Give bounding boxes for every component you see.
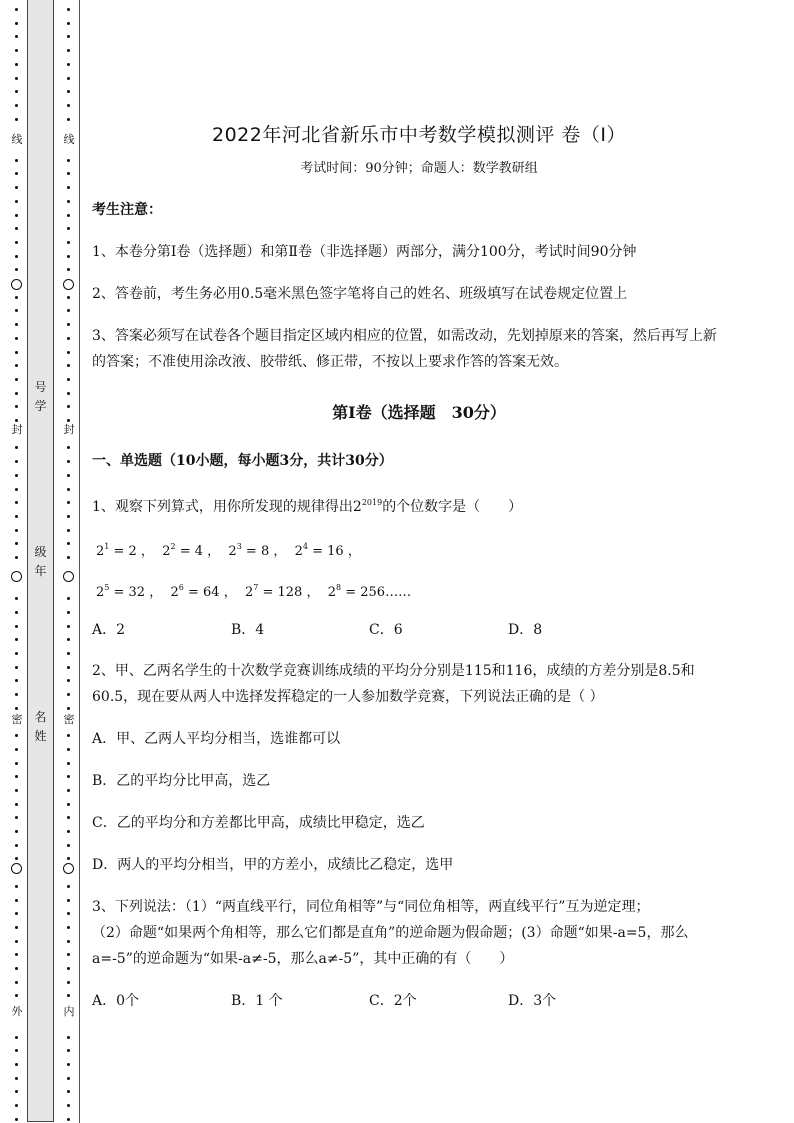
margin-dot (15, 364, 18, 367)
margin-dot (67, 611, 70, 614)
margin-dot (15, 501, 18, 504)
margin-dot (15, 597, 18, 600)
margin-dot (15, 679, 18, 682)
margin-dot (67, 981, 70, 984)
margin-dot (15, 90, 18, 93)
margin-dot (67, 734, 70, 737)
q1-stem (92, 493, 522, 517)
margin-dot (67, 775, 70, 778)
margin-dot (15, 693, 18, 696)
margin-dot (15, 899, 18, 902)
q1-stem-pre: 1、观察下列算式，用你所发现的规律得出2 (92, 499, 362, 515)
margin-dot (67, 515, 70, 518)
margin-dot (15, 474, 18, 477)
margin-dot (67, 748, 70, 751)
margin-char: 外 (11, 1005, 23, 1018)
margin-dot (15, 762, 18, 765)
margin-dot (15, 1063, 18, 1066)
margin-dot (67, 104, 70, 107)
margin-dot (15, 22, 18, 25)
margin-dot (15, 953, 18, 956)
margin-dot (67, 337, 70, 340)
margin-circle-icon (63, 279, 74, 290)
notice-item-2: 2、答卷前，考生务必用0.5毫米黑色签字笔将自己的姓名、班级填写在试卷规定位置上 (92, 286, 628, 302)
q1-term: $2^8$ = 256…… (327, 583, 412, 600)
margin-dot (67, 501, 70, 504)
margin-dot (67, 994, 70, 997)
notice-heading: 考生注意： (92, 202, 162, 218)
margin-dot (67, 940, 70, 943)
margin-dot (15, 296, 18, 299)
q2-option-b[interactable]: B．乙的平均分比甲高，选乙 (92, 773, 271, 789)
margin-dot (15, 830, 18, 833)
margin-dot (15, 214, 18, 217)
margin-dot (67, 529, 70, 532)
margin-dot (67, 857, 70, 860)
notice-item-3: 3、答案必须写在试卷各个题目指定区域内相应的位置，如需改动，先划掉原来的答案，然后再写上新 (92, 328, 717, 344)
margin-dot (67, 789, 70, 792)
q2-stem-line-1: 2、甲、乙两名学生的十次数学竞赛训练成绩的平均分分别是115和116，成绩的方差分别是8.5和 (92, 663, 695, 679)
section-title: 第Ⅰ卷（选择题 30分） (332, 403, 506, 422)
margin-dot (15, 337, 18, 340)
margin-dot (15, 241, 18, 244)
margin-dot (67, 1118, 70, 1121)
margin-dot (15, 446, 18, 449)
notice-item-1: 1、本卷分第I卷（选择题）和第Ⅱ卷（非选择题）两部分，满分100分，考试时间90分钟 (92, 244, 637, 260)
margin-dot (15, 857, 18, 860)
margin-dot (67, 460, 70, 463)
margin-dot (15, 49, 18, 52)
q1-term: $2^2 = 4$ ， (162, 542, 221, 559)
margin-dot (67, 488, 70, 491)
q1-term: $2^6 = 64$ ， (170, 583, 237, 600)
margin-dot (15, 309, 18, 312)
margin-dot (15, 625, 18, 628)
margin-dot (15, 186, 18, 189)
margin-dot (67, 364, 70, 367)
margin-dot (15, 488, 18, 491)
margin-dot (15, 63, 18, 66)
part-title: 一、单选题（10小题，每小题3分，共计30分） (92, 453, 393, 469)
q1-term: $2^7 = 128$ ， (244, 583, 320, 600)
margin-dot (67, 474, 70, 477)
margin-dot (67, 816, 70, 819)
margin-dot (15, 556, 18, 559)
margin-dot (67, 953, 70, 956)
margin-dot (67, 830, 70, 833)
margin-dot (15, 666, 18, 669)
margin-dot (67, 1090, 70, 1093)
margin-dot (15, 789, 18, 792)
margin-dot (15, 994, 18, 997)
margin-dot (15, 1090, 18, 1093)
margin-dot (67, 597, 70, 600)
margin-dot (67, 392, 70, 395)
q1-term: $2^5 = 32$ ， (96, 583, 163, 600)
margin-dot (67, 625, 70, 628)
q2-stem-line-2: 60.5，现在要从两人中选择发挥稳定的一人参加数学竞赛，下列说法正确的是（ ） (92, 689, 604, 705)
q2-option-a[interactable]: A．甲、乙两人平均分相当，选谁都可以 (92, 731, 341, 747)
q1-option-c[interactable]: C．6 (369, 622, 403, 638)
margin-dot (15, 981, 18, 984)
margin-dot (67, 899, 70, 902)
margin-dot (15, 1104, 18, 1107)
q2-option-c[interactable]: C．乙的平均分和方差都比甲高，成绩比甲稳定，选乙 (92, 815, 425, 831)
margin-dot (67, 214, 70, 217)
margin-dot (15, 255, 18, 258)
notice-item-3-cont: 的答案；不准使用涂改液、胶带纸、修正带，不按以上要求作答的答案无效。 (92, 354, 568, 370)
margin-dot (15, 611, 18, 614)
margin-dot (67, 707, 70, 710)
margin-dot (15, 926, 18, 929)
margin-dot (67, 63, 70, 66)
margin-dot (67, 1077, 70, 1080)
margin-dot (67, 967, 70, 970)
margin-dot (67, 49, 70, 52)
exam-subtitle: 考试时间：90分钟；命题人：数学教研组 (300, 161, 538, 176)
margin-circle-icon (11, 571, 22, 582)
margin-char: 线 (63, 133, 75, 146)
q1-option-d[interactable]: D．8 (508, 622, 543, 638)
margin-dot (15, 816, 18, 819)
margin-circle-icon (63, 571, 74, 582)
student-number-label: 号学 (34, 380, 47, 413)
q1-term: $2^3 = 8$ ， (228, 542, 287, 559)
margin-dot (67, 323, 70, 326)
margin-dot (15, 529, 18, 532)
margin-dot (15, 35, 18, 38)
margin-char: 密 (63, 713, 75, 726)
margin-dot (15, 1118, 18, 1121)
margin-dot (67, 844, 70, 847)
margin-dot (67, 556, 70, 559)
margin-dot (15, 707, 18, 710)
margin-dot (15, 104, 18, 107)
margin-dot (15, 268, 18, 271)
q3-stem-line-3: a=-5”的逆命题为“如果-a≠-5，那么a≠-5”，其中正确的有（ ） (92, 951, 514, 967)
q1-term: $2^4 = 16$ ， (294, 542, 361, 559)
margin-char: 封 (63, 423, 75, 436)
name-label: 名姓 (34, 710, 47, 743)
q1-row-1 (96, 537, 361, 562)
margin-dot (67, 803, 70, 806)
margin-dot (67, 90, 70, 93)
margin-dot (67, 309, 70, 312)
q1-term: $2^1 = 2$ ， (96, 542, 154, 559)
margin-dot (67, 8, 70, 11)
grade-label: 级年 (34, 545, 47, 578)
margin-dot (15, 515, 18, 518)
margin-dot (15, 734, 18, 737)
margin-circle-icon (11, 279, 22, 290)
margin-dot (15, 1036, 18, 1039)
margin-dot (15, 1077, 18, 1080)
margin-char: 封 (11, 423, 23, 436)
q1-stem-post: 的个位数字是（ ） (382, 499, 523, 515)
margin-dot (15, 885, 18, 888)
margin-dot (67, 1049, 70, 1052)
margin-dot (67, 186, 70, 189)
q3-option-a[interactable]: A．0个 (92, 993, 140, 1009)
margin-dot (67, 912, 70, 915)
margin-dot (15, 912, 18, 915)
margin-dot (15, 351, 18, 354)
q1-row-2 (96, 578, 411, 603)
margin-dot (15, 200, 18, 203)
margin-dot (15, 844, 18, 847)
margin-dot (15, 77, 18, 80)
margin-char: 密 (11, 713, 23, 726)
margin-dot (67, 227, 70, 230)
margin-dot (67, 378, 70, 381)
margin-dot (67, 542, 70, 545)
q3-option-d[interactable]: D．3个 (508, 993, 557, 1009)
margin-dot (67, 652, 70, 655)
margin-dot (67, 22, 70, 25)
margin-dot (67, 1036, 70, 1039)
margin-circle-icon (63, 863, 74, 874)
margin-char: 内 (63, 1005, 75, 1018)
q3-stem-line-1: 3、下列说法：（1）“两直线平行，同位角相等”与“同位角相等，两直线平行”互为逆定理； (92, 899, 650, 915)
margin-dot (67, 666, 70, 669)
margin-dot (67, 446, 70, 449)
margin-dot (15, 392, 18, 395)
margin-dot (67, 638, 70, 641)
margin-dot (67, 77, 70, 80)
margin-dot (15, 638, 18, 641)
margin-dot (67, 926, 70, 929)
margin-dot (15, 652, 18, 655)
margin-dot (67, 762, 70, 765)
margin-dot (15, 775, 18, 778)
margin-dot (15, 227, 18, 230)
margin-dot (67, 693, 70, 696)
margin-dot (67, 268, 70, 271)
q3-option-c[interactable]: C．2个 (369, 993, 417, 1009)
margin-dot (67, 1104, 70, 1107)
margin-dot (15, 323, 18, 326)
margin-dot (15, 748, 18, 751)
margin-circle-icon (11, 863, 22, 874)
margin-dot (67, 885, 70, 888)
margin-dot (15, 967, 18, 970)
q1-option-a[interactable]: A．2 (92, 622, 126, 638)
margin-dot (67, 200, 70, 203)
margin-dot (15, 542, 18, 545)
q3-option-b[interactable]: B．1 个 (231, 993, 283, 1009)
q3-stem-line-2: （2）命题“如果两个角相等，那么它们都是直角”的逆命题为假命题；(3）命题“如果-a=5，那么 (92, 925, 689, 941)
margin-dot (15, 378, 18, 381)
exam-title: 2022年河北省新乐市中考数学模拟测评 卷（Ⅰ） (212, 124, 626, 146)
margin-dot (67, 255, 70, 258)
q1-option-b[interactable]: B．4 (231, 622, 265, 638)
margin-dot (15, 460, 18, 463)
q1-stem-exponent: 2019 (361, 498, 383, 507)
margin-dot (67, 679, 70, 682)
q2-option-d[interactable]: D．两人的平均分相当，甲的方差小，成绩比乙稳定，选甲 (92, 857, 454, 873)
margin-dot (67, 296, 70, 299)
margin-dot (67, 35, 70, 38)
margin-dot (67, 1063, 70, 1066)
margin-dot (67, 351, 70, 354)
margin-dot (15, 803, 18, 806)
margin-dot (15, 940, 18, 943)
margin-dot (15, 8, 18, 11)
margin-char: 线 (11, 133, 23, 146)
margin-dot (67, 241, 70, 244)
margin-dot (15, 1049, 18, 1052)
